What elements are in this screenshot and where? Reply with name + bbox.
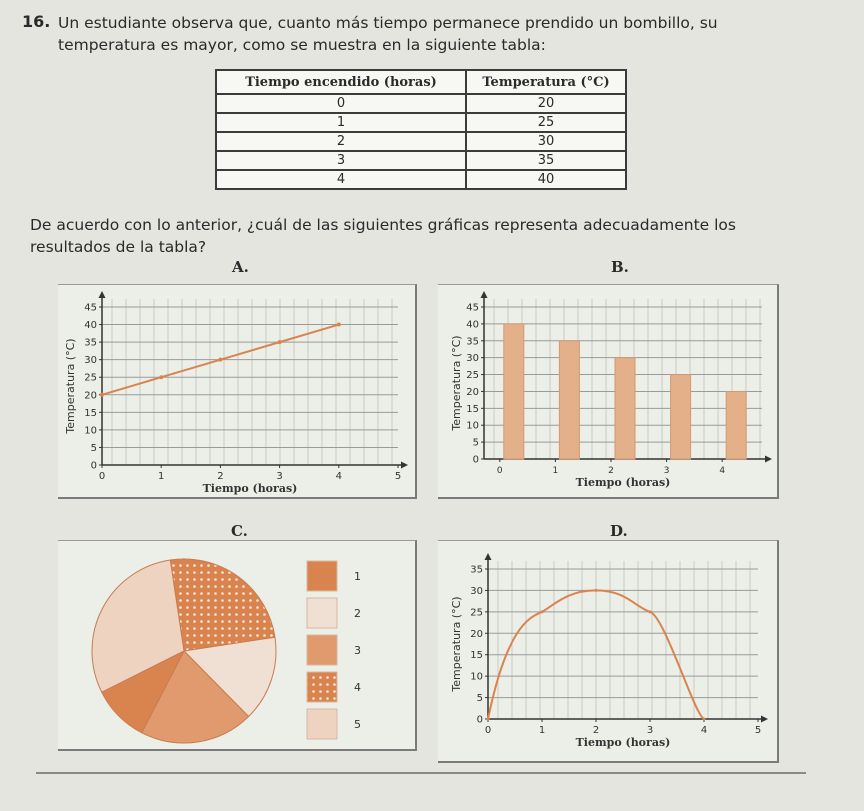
legend-swatch: [307, 672, 337, 702]
table-cell: 0: [216, 94, 466, 113]
y-tick-label: 10: [466, 420, 479, 432]
x-tick-label: 4: [719, 466, 726, 476]
bar: [671, 375, 691, 459]
x-tick-label: 5: [754, 725, 762, 736]
x-tick-label: 1: [538, 725, 546, 736]
table-row: [216, 113, 626, 132]
x-tick-label: 0: [98, 471, 106, 482]
x-axis-label: Tiempo (horas): [202, 482, 298, 495]
legend-label: 5: [354, 718, 361, 731]
y-tick-label: 0: [472, 454, 479, 466]
y-tick-label: 15: [84, 407, 97, 419]
question-text: Un estudiante observa que, cuanto más tiempo permanece prendido un bombillo, su temperatura es mayor, como se muestra en la siguiente tabla:: [58, 14, 718, 54]
table-header: Temperatura (°C): [466, 70, 626, 94]
x-tick-label: 1: [158, 471, 165, 482]
y-tick-label: 10: [470, 671, 483, 683]
x-tick-label: 4: [700, 725, 708, 736]
y-tick-label: 5: [472, 437, 479, 449]
x-axis-arrow: [761, 716, 768, 723]
x-tick-label: 2: [217, 471, 224, 482]
table-cell: 2: [216, 132, 466, 151]
x-axis-label: Tiempo (horas): [575, 476, 671, 489]
x-tick-label: 0: [484, 725, 492, 736]
y-tick-label: 40: [84, 320, 97, 332]
y-tick-label: 30: [84, 355, 97, 367]
option-c-label[interactable]: C.: [231, 522, 248, 540]
bar: [504, 324, 524, 459]
y-axis-arrow: [481, 291, 488, 298]
table-cell: 1: [216, 113, 466, 132]
table-header-row: [216, 70, 626, 94]
pie-slice: [170, 559, 275, 651]
option-c-chart: [58, 541, 415, 749]
legend-swatch: [307, 709, 337, 739]
question-number: 16.: [22, 12, 51, 31]
option-a-label[interactable]: A.: [232, 258, 249, 276]
y-axis-label: Temperatura (°C): [450, 596, 463, 692]
legend-label: 3: [354, 644, 361, 657]
option-a-panel[interactable]: [58, 284, 417, 499]
y-tick-label: 10: [84, 425, 97, 437]
x-tick-label: 1: [552, 466, 559, 476]
option-a-chart: [58, 285, 415, 497]
option-b-label[interactable]: B.: [611, 258, 629, 276]
option-b-chart: [438, 285, 777, 497]
y-tick-label: 30: [470, 585, 483, 597]
x-tick-label: 0: [496, 466, 503, 476]
data-table: [215, 69, 627, 190]
y-tick-label: 25: [84, 372, 97, 384]
data-point: [337, 323, 341, 327]
data-point: [159, 375, 163, 379]
x-tick-label: 4: [335, 471, 342, 482]
option-d-chart: [438, 541, 777, 761]
bar: [726, 391, 746, 459]
legend-swatch: [307, 598, 337, 628]
data-point: [100, 393, 104, 397]
x-tick-label: 2: [608, 466, 614, 476]
data-point: [218, 358, 222, 362]
x-axis-arrow: [401, 462, 408, 469]
legend-swatch: [307, 561, 337, 591]
legend-swatch: [307, 635, 337, 665]
legend-label: 1: [354, 570, 361, 583]
option-b-panel[interactable]: [438, 284, 779, 499]
y-tick-label: 30: [466, 353, 479, 365]
bar: [615, 358, 635, 459]
table-row: [216, 170, 626, 189]
y-tick-label: 45: [84, 302, 97, 314]
table-cell: 40: [466, 170, 626, 189]
option-d-panel[interactable]: [438, 540, 779, 763]
y-tick-label: 35: [84, 337, 97, 349]
x-axis-arrow: [765, 456, 772, 463]
y-tick-label: 0: [90, 460, 97, 472]
y-axis-arrow: [99, 291, 106, 298]
table-cell: 30: [466, 132, 626, 151]
y-axis-arrow: [485, 553, 492, 560]
table-cell: 35: [466, 151, 626, 170]
x-tick-label: 2: [592, 725, 600, 736]
data-point: [541, 610, 544, 613]
y-tick-label: 40: [466, 319, 479, 331]
y-tick-label: 20: [466, 386, 479, 398]
y-tick-label: 35: [470, 564, 483, 576]
table-cell: 4: [216, 170, 466, 189]
x-tick-label: 3: [646, 725, 654, 736]
x-tick-label: 3: [663, 466, 670, 476]
table-cell: 25: [466, 113, 626, 132]
table-cell: 3: [216, 151, 466, 170]
x-axis-label: Tiempo (horas): [575, 736, 671, 749]
y-tick-label: 15: [466, 403, 479, 415]
data-point: [487, 718, 490, 721]
y-axis-label: Temperatura (°C): [64, 338, 77, 434]
table-row: [216, 94, 626, 113]
data-point: [278, 340, 282, 344]
table-cell: 20: [466, 94, 626, 113]
table-header: Tiempo encendido (horas): [216, 70, 466, 94]
table-row: [216, 151, 626, 170]
legend-label: 4: [354, 681, 361, 694]
y-tick-label: 45: [466, 302, 479, 314]
y-tick-label: 0: [476, 714, 483, 726]
bottom-rule: [36, 772, 806, 774]
data-point: [649, 610, 652, 613]
y-tick-label: 5: [476, 693, 483, 705]
y-tick-label: 5: [90, 442, 97, 454]
legend-label: 2: [354, 607, 361, 620]
data-point: [703, 718, 706, 721]
question-prompt: De acuerdo con lo anterior, ¿cuál de las siguientes gráficas representa adecuadamente los resultados de la tabla?: [30, 216, 736, 256]
x-tick-label: 3: [276, 471, 283, 482]
y-tick-label: 20: [470, 628, 483, 640]
x-tick-label: 5: [394, 471, 402, 482]
y-tick-label: 25: [470, 607, 483, 619]
y-tick-label: 25: [466, 370, 479, 382]
y-axis-label: Temperatura (°C): [450, 335, 463, 431]
y-tick-label: 15: [470, 650, 483, 662]
data-point: [595, 589, 598, 592]
bar: [559, 341, 579, 459]
table-row: [216, 132, 626, 151]
y-tick-label: 20: [84, 390, 97, 402]
option-c-panel[interactable]: [58, 540, 417, 751]
y-tick-label: 35: [466, 336, 479, 348]
option-d-label[interactable]: D.: [610, 522, 628, 540]
